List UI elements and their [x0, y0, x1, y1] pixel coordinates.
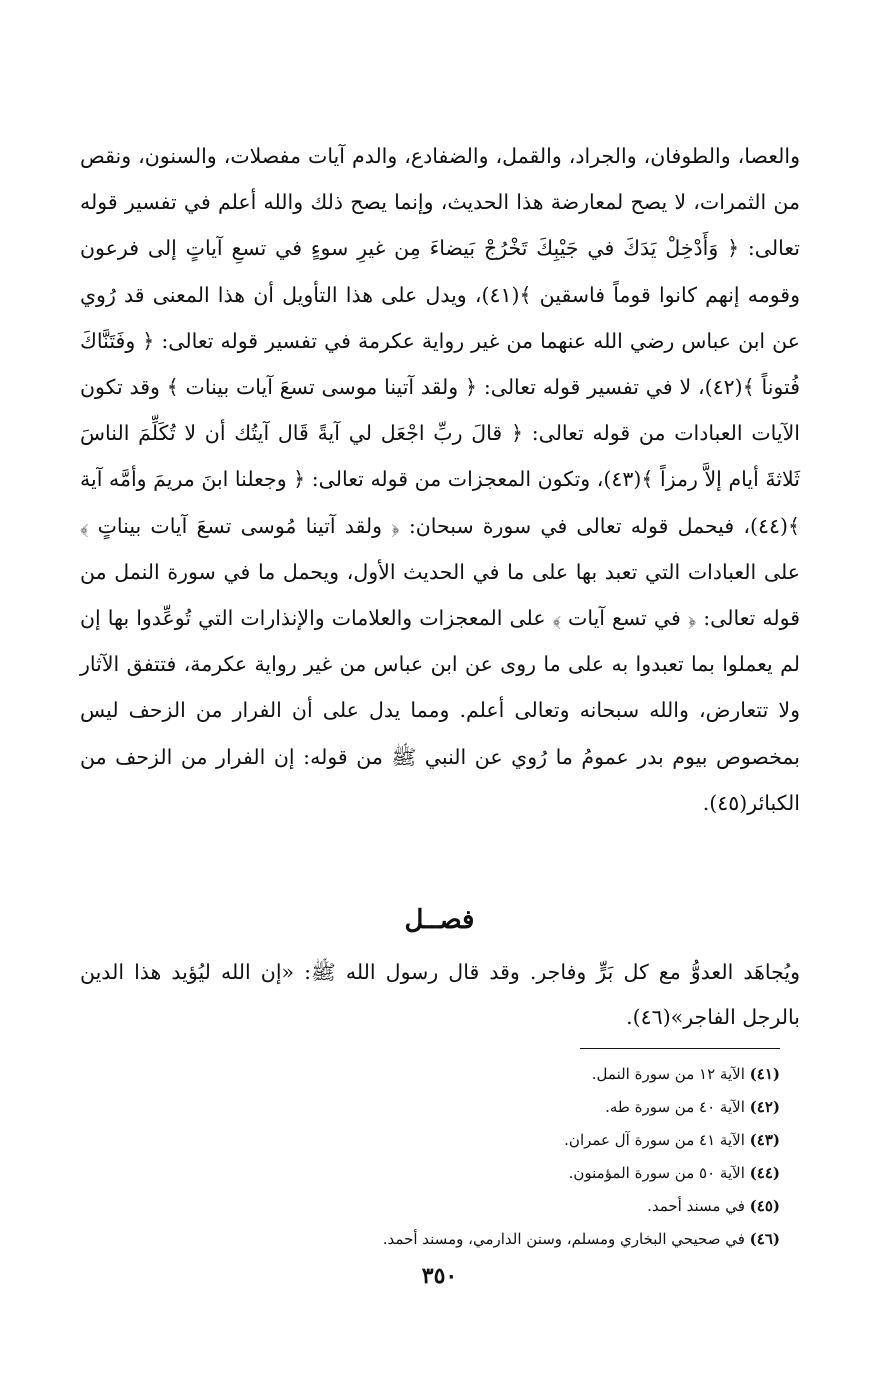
footnote-number: (٤٥) [749, 1197, 780, 1215]
page-number: ٣٥٠ [421, 1263, 458, 1289]
footnote-item [80, 1223, 780, 1256]
footnote-text: الآية ١٢ من سورة النمل. [591, 1065, 745, 1083]
main-paragraph: والعصا، والطوفان، والجراد، والقمل، والضفادع، والدم آيات مفصلات، والسنون، ونقص من الثمرات، لا يصح لمعارضة هذا الحديث، وإنما يصح ذلك والله أعلم في تفسير قوله تعالى: ﴿ وَأَدْخِلْ يَدَكَ في جَيْبِكَ تَخْرُجْ بَيضاءَ مِن غيرِ سوءٍ في تسعِ آياتٍ إلى فرعون وقومه إنهم كانوا قوماً فاسقين ﴾(٤١)، ويدل على هذا التأويل أن هذا المعنى قد رُوي عن ابن عباس رضي الله عنهما من غير رواية عكرمة في تفسير قوله تعالى: ﴿ وفَتَنَّاكَ فُتوناً ﴾(٤٢)، لا في تفسير قوله تعالى: ﴿ ولقد آتينا موسى تسعَ آيات بينات ﴾ وقد تكون الآيات العبادات من قوله تعالى: ﴿ قالَ ربِّ اجْعَل لي آيةً قَال آيتُك أن لا تُكَلِّمَ الناسَ ثَلاثةَ أيام إلاَّ رمزاً ﴾(٤٣)، وتكون المعجزات من قوله تعالى: ﴿ وجعلنا ابنَ مريمَ وأمَّه آية ﴾(٤٤)، فيحمل قوله تعالى في سورة سبحان: ﴿ ولقد آتينا مُوسى تسعَ آيات بيناتٍ ﴾ على العبادات التي تعبد بها على ما في الحديث الأول، ويحمل ما في سورة النمل من قوله تعالى: ﴿ في تسع آيات ﴾ على المعجزات والعلامات والإنذارات التي تُوعِّدوا بها إن لم يعملوا بما تعبدوا به على ما روى عن ابن عباس من غير رواية عكرمة، فتتفق الآثار ولا تتعارض، والله سبحانه وتعالى أعلم. ومما يدل على أن الفرار من الزحف ليس بمخصوص بيوم بدر عمومُ ما رُوي عن النبي ﷺ من قوله: إن الفرار من الزحف من الكبائر(٤٥). [80, 144, 801, 815]
footnote-item [80, 1157, 780, 1190]
section-paragraph: ويُجاهَد العدوُّ مع كل بَرٍّ وفاجر. وقد قال رسول الله ﷺ: «إن الله ليُؤيد هذا الدين بالرجل الفاجر»(٤٦). [80, 960, 800, 1029]
footnote-text: في مسند أحمد. [647, 1197, 745, 1215]
footnote-number: (٤١) [749, 1065, 780, 1083]
footnote-text: الآية ٤٠ من سورة طه. [605, 1098, 745, 1116]
footnote-number: (٤٤) [749, 1164, 780, 1182]
footnotes-list [80, 1058, 780, 1256]
footnote-item [80, 1124, 780, 1157]
footnote-number: (٤٢) [749, 1098, 780, 1116]
footnote-text: الآية ٥٠ من سورة المؤمنون. [568, 1164, 745, 1182]
footnote-number: (٤٦) [749, 1230, 780, 1248]
footnote-item [80, 1058, 780, 1091]
footnote-text: الآية ٤١ من سورة آل عمران. [564, 1131, 745, 1149]
footnote-number: (٤٣) [749, 1131, 780, 1149]
footnote-item [80, 1190, 780, 1223]
footnote-text: في صحيحي البخاري ومسلم، وسنن الدارمي، ومسند أحمد. [382, 1230, 745, 1248]
section-heading: فصــل [404, 905, 475, 935]
footnote-item [80, 1091, 780, 1124]
footnote-divider [580, 1048, 780, 1049]
